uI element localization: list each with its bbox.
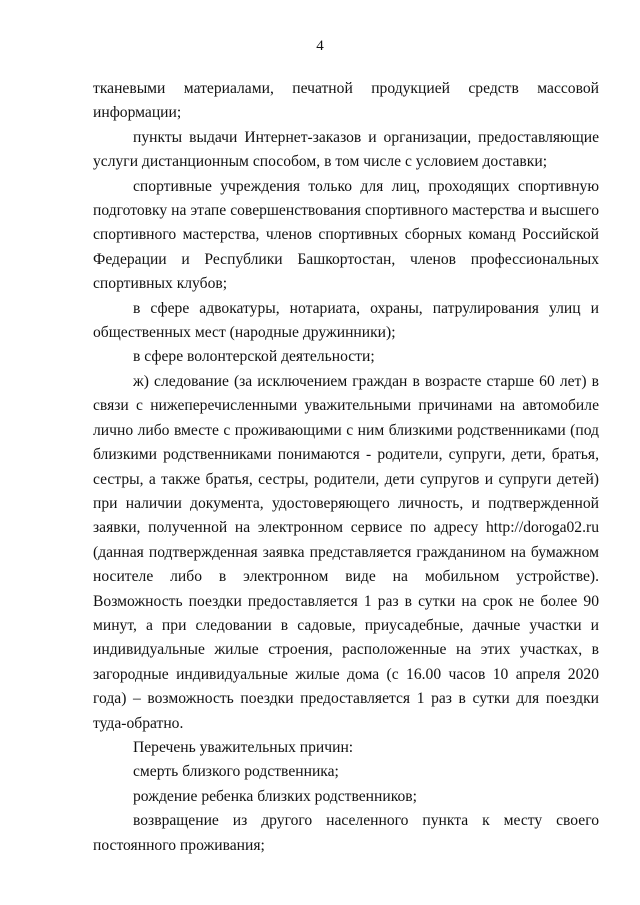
paragraph-advocacy-security: в сфере адвокатуры, нотариата, охраны, патрулирования улиц и общественных мест (народные дружинники); (93, 299, 599, 342)
paragraph-travel-by-car: ж) следование (за исключением граждан в возрасте старше 60 лет) в связи с нижеперечисленными уважительными причинами на автомобиле лично либо вместе с проживающими с ним близкими родственниками (под близкими родственниками понимаются - родители, супруги, дети, братья, сестры, а также братья, сестры, родители, дети супругов и супруги детей) при наличии документа, удостоверяющего личность, и подтвержденной заявки, полученной на электронном сервисе по адресу http://doroga02.ru (данная подтвержденная заявка представляется гражданином на бумажном носителе либо в электронном виде на мобильном устройстве). Возможность поездки предоставляется 1 раз в сутки на срок не более 90 минут, а при следовании в садовые, приусадебные, дачные участки и индивидуальные жилые строения, расположенные на этих участках, в загородные индивидуальные жилые дома (с 16.00 часов 10 апреля 2020 года) – возможность поездки предоставляется 1 раз в сутки для поездки туда-обратно. (93, 372, 599, 732)
page-number: 4 (316, 38, 324, 54)
paragraph-reason-death: смерть близкого родственника; (133, 763, 339, 781)
document-body (93, 77, 599, 858)
paragraph-sports-institutions: спортивные учреждения только для лиц, проходящих спортивную подготовку на этапе совершенствования спортивного мастерства и высшего спортивного мастерства, членов спортивных сборных команд Российской Федерации и Республики Башкортостан, членов профессиональных спортивных клубов; (93, 177, 599, 293)
paragraph-reason-birth: рождение ребенка близких родственников; (133, 787, 417, 805)
paragraph-reasons-heading: Перечень уважительных причин: (133, 738, 354, 756)
paragraph-continuation: тканевыми материалами, печатной продукцией средств массовой информации; (93, 80, 599, 122)
paragraph-volunteering: в сфере волонтерской деятельности; (133, 348, 375, 366)
paragraph-pickup-points: пункты выдачи Интернет-заказов и организации, предоставляющие услуги дистанционным способом, в том числе с условием доставки; (93, 128, 599, 171)
paragraph-reason-return: возвращение из другого населенного пункта к месту своего постоянного проживания; (93, 812, 599, 854)
